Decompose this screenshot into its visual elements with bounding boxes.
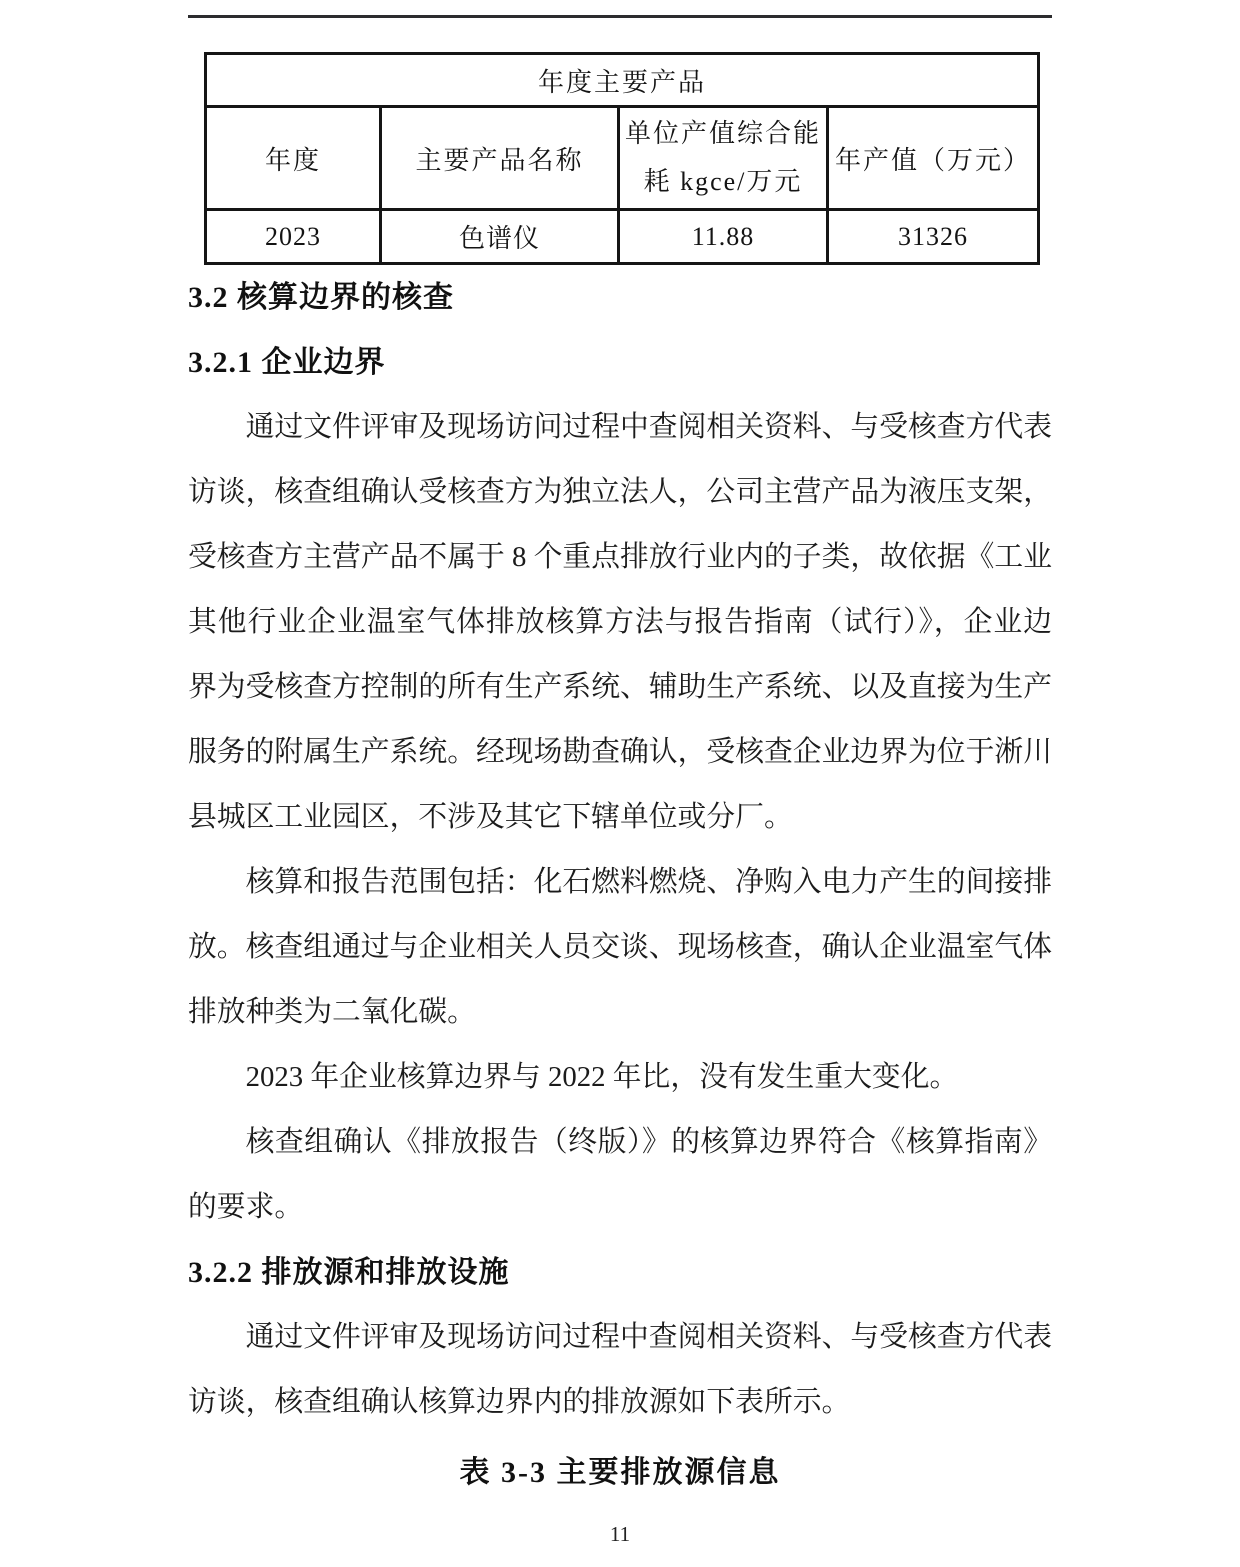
cell-product-name: 色谱仪: [381, 210, 619, 264]
paragraph-accounting-scope: [188, 850, 1052, 1045]
cell-year: 2023: [206, 210, 381, 264]
text-line: 的要求。: [188, 1191, 304, 1223]
col-header-annual-output: 年产值（万元）: [828, 107, 1039, 210]
text-line: 访谈，核查组确认核算边界内的排放源如下表所示。: [188, 1386, 851, 1418]
page-number: 11: [609, 1522, 631, 1546]
header-rule: [188, 15, 1052, 18]
col-header-year: 年度: [206, 107, 381, 210]
text-line: 其他行业企业温室气体排放核算方法与报告指南（试行）》，企业边: [188, 606, 1052, 638]
table-3-3-caption: 表 3-3 主要排放源信息: [459, 1456, 781, 1489]
text-line: 放。核查组通过与企业相关人员交谈、现场核查，确认企业温室气体: [188, 931, 1052, 963]
text-line: 界为受核查方控制的所有生产系统、辅助生产系统、以及直接为生产: [188, 671, 1052, 703]
annual-products-table: [204, 52, 1040, 265]
energy-header-line2: 耗 kgce/万元: [643, 167, 803, 196]
heading-3-2-1: 3.2.1 企业边界: [188, 346, 386, 379]
text-line: 县城区工业园区，不涉及其它下辖单位或分厂。: [188, 801, 793, 833]
text-line: 服务的附属生产系统。经现场勘查确认，受核查企业边界为位于淅川: [188, 736, 1052, 768]
table-caption-row: [206, 54, 1039, 107]
table-title: 年度主要产品: [206, 54, 1039, 107]
text-line: 核查组确认《排放报告（终版）》的核算边界符合《核算指南》: [245, 1126, 1052, 1158]
text-line: 通过文件评审及现场访问过程中查阅相关资料、与受核查方代表: [245, 411, 1052, 443]
paragraph-boundary-change: [188, 1045, 1052, 1110]
text-line: 受核查方主营产品不属于 8 个重点排放行业内的子类，故依据《工业: [188, 541, 1052, 573]
col-header-energy-intensity: [619, 107, 828, 210]
page-content: [188, 15, 1052, 1505]
text-line: 访谈，核查组确认受核查方为独立法人，公司主营产品为液压支架，: [188, 476, 1052, 508]
heading-3-2-2: 3.2.2 排放源和排放设施: [188, 1256, 510, 1289]
table-row: [206, 210, 1039, 264]
text-line: 排放种类为二氧化碳。: [188, 996, 476, 1028]
text-line: 核算和报告范围包括：化石燃料燃烧、净购入电力产生的间接排: [245, 866, 1052, 898]
cell-annual-output: 31326: [828, 210, 1039, 264]
heading-3-2: 3.2 核算边界的核查: [188, 281, 454, 314]
text-line: 通过文件评审及现场访问过程中查阅相关资料、与受核查方代表: [245, 1321, 1052, 1353]
paragraph-boundary-conformity: [188, 1110, 1052, 1240]
text-line: 2023 年企业核算边界与 2022 年比，没有发生重大变化。: [245, 1061, 959, 1093]
paragraph-emission-sources: [188, 1305, 1052, 1435]
col-header-product-name: 主要产品名称: [381, 107, 619, 210]
table-header-row: [206, 107, 1039, 210]
paragraph-enterprise-boundary: [188, 395, 1052, 850]
cell-energy-intensity: 11.88: [619, 210, 828, 264]
energy-header-line1: 单位产值综合能: [624, 119, 821, 148]
